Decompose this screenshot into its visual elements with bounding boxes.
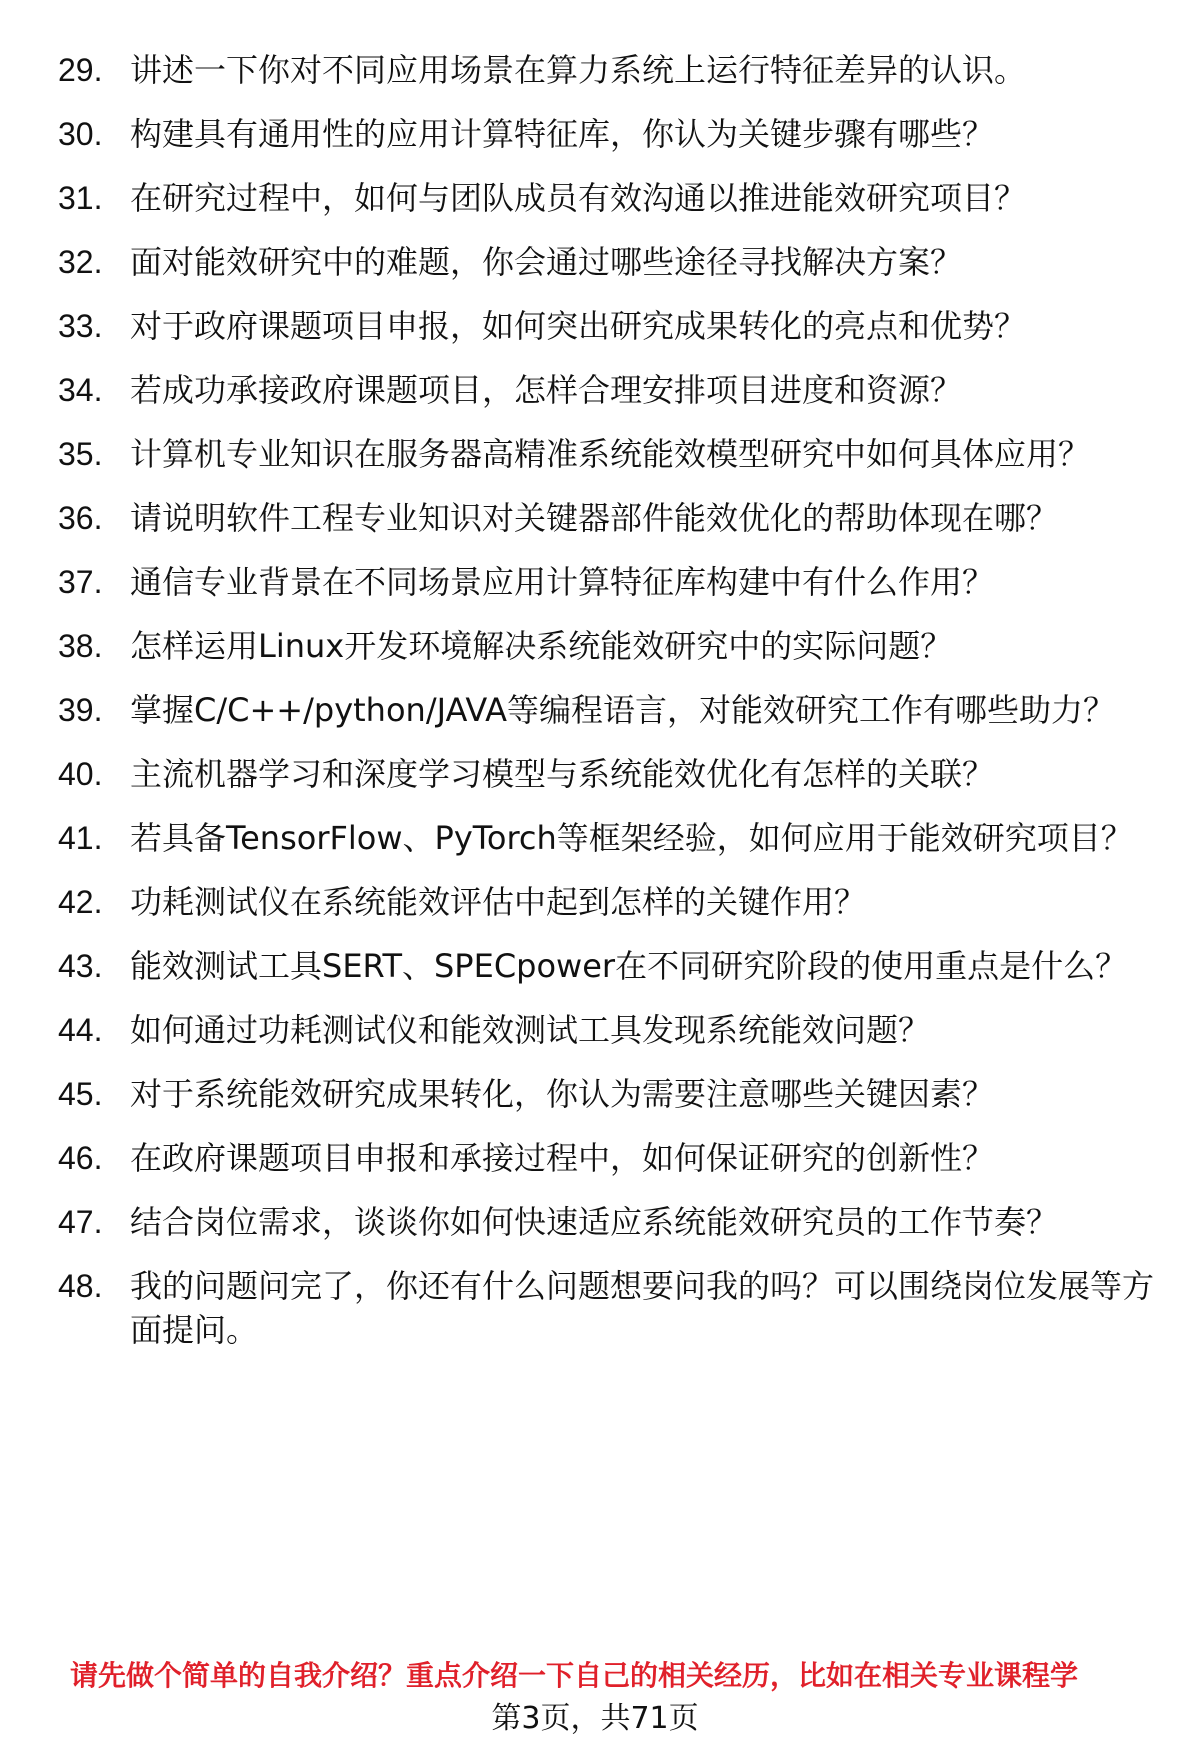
question-text: 面对能效研究中的难题，你会通过哪些途径寻找解决方案？ — [130, 243, 963, 281]
question-item — [58, 944, 1158, 988]
question-text: 如何通过功耗测试仪和能效测试工具发现系统能效问题？ — [130, 1011, 931, 1049]
question-text: 构建具有通用性的应用计算特征库，你认为关键步骤有哪些？ — [130, 115, 995, 153]
question-number: 48. — [58, 1268, 103, 1304]
question-number: 33. — [58, 308, 103, 344]
question-text: 对于政府课题项目申报，如何突出研究成果转化的亮点和优势？ — [130, 307, 1027, 345]
question-item — [58, 112, 1158, 156]
question-item — [58, 176, 1158, 220]
question-text: 结合岗位需求，谈谈你如何快速适应系统能效研究员的工作节奏？ — [130, 1203, 1059, 1241]
question-text: 通信专业背景在不同场景应用计算特征库构建中有什么作用？ — [130, 563, 995, 601]
question-number: 47. — [58, 1204, 103, 1240]
question-item — [58, 1264, 1158, 1352]
question-number: 39. — [58, 692, 103, 728]
question-number: 42. — [58, 884, 103, 920]
question-item — [58, 816, 1158, 860]
question-number: 41. — [58, 820, 103, 856]
question-item — [58, 624, 1158, 668]
question-number: 38. — [58, 628, 103, 664]
question-number: 36. — [58, 500, 103, 536]
question-item — [58, 304, 1158, 348]
question-text: 在政府课题项目申报和承接过程中，如何保证研究的创新性？ — [130, 1139, 995, 1177]
question-number: 37. — [58, 564, 103, 600]
question-item — [58, 1136, 1158, 1180]
question-number: 45. — [58, 1076, 103, 1112]
question-text: 在研究过程中，如何与团队成员有效沟通以推进能效研究项目？ — [130, 179, 1027, 217]
question-item — [58, 560, 1158, 604]
question-item — [58, 1008, 1158, 1052]
question-number: 35. — [58, 436, 103, 472]
question-item — [58, 240, 1158, 284]
question-text: 主流机器学习和深度学习模型与系统能效优化有怎样的关联？ — [130, 755, 995, 793]
question-text: 讲述一下你对不同应用场景在算力系统上运行特征差异的认识。 — [130, 51, 1027, 89]
question-text: 请说明软件工程专业知识对关键器部件能效优化的帮助体现在哪？ — [130, 499, 1059, 537]
question-text: 计算机专业知识在服务器高精准系统能效模型研究中如何具体应用？ — [130, 435, 1091, 473]
question-text: 功耗测试仪在系统能效评估中起到怎样的关键作用？ — [130, 883, 867, 921]
question-list — [58, 48, 1158, 1372]
question-text: 若成功承接政府课题项目，怎样合理安排项目进度和资源？ — [130, 371, 963, 409]
question-item — [58, 48, 1158, 92]
question-item — [58, 1200, 1158, 1244]
question-text: 能效测试工具SERT、SPECpower在不同研究阶段的使用重点是什么？ — [130, 947, 1128, 985]
question-item — [58, 880, 1158, 924]
question-number: 29. — [58, 52, 103, 88]
question-item — [58, 1072, 1158, 1116]
question-number: 40. — [58, 756, 103, 792]
question-text: 掌握C/C++/python/JAVA等编程语言，对能效研究工作有哪些助力？ — [130, 691, 1116, 729]
question-number: 43. — [58, 948, 103, 984]
question-number: 31. — [58, 180, 103, 216]
question-item — [58, 688, 1158, 732]
question-number: 34. — [58, 372, 103, 408]
question-number: 44. — [58, 1012, 103, 1048]
question-item — [58, 496, 1158, 540]
question-item — [58, 368, 1158, 412]
question-item — [58, 432, 1158, 476]
question-number: 46. — [58, 1140, 103, 1176]
page-indicator: 第3页，共71页 — [491, 1701, 699, 1736]
question-text: 对于系统能效研究成果转化，你认为需要注意哪些关键因素？ — [130, 1075, 995, 1113]
footer-promo-text: 请先做个简单的自我介绍？重点介绍一下自己的相关经历，比如在相关专业课程学 — [70, 1659, 1079, 1692]
question-item — [58, 752, 1158, 796]
question-text: 若具备TensorFlow、PyTorch等框架经验，如何应用于能效研究项目？ — [130, 819, 1133, 857]
question-text: 怎样运用Linux开发环境解决系统能效研究中的实际问题？ — [130, 627, 953, 665]
question-text: 我的问题问完了，你还有什么问题想要问我的吗？可以围绕岗位发展等方面提问。 — [130, 1267, 1155, 1349]
question-number: 32. — [58, 244, 103, 280]
question-number: 30. — [58, 116, 103, 152]
